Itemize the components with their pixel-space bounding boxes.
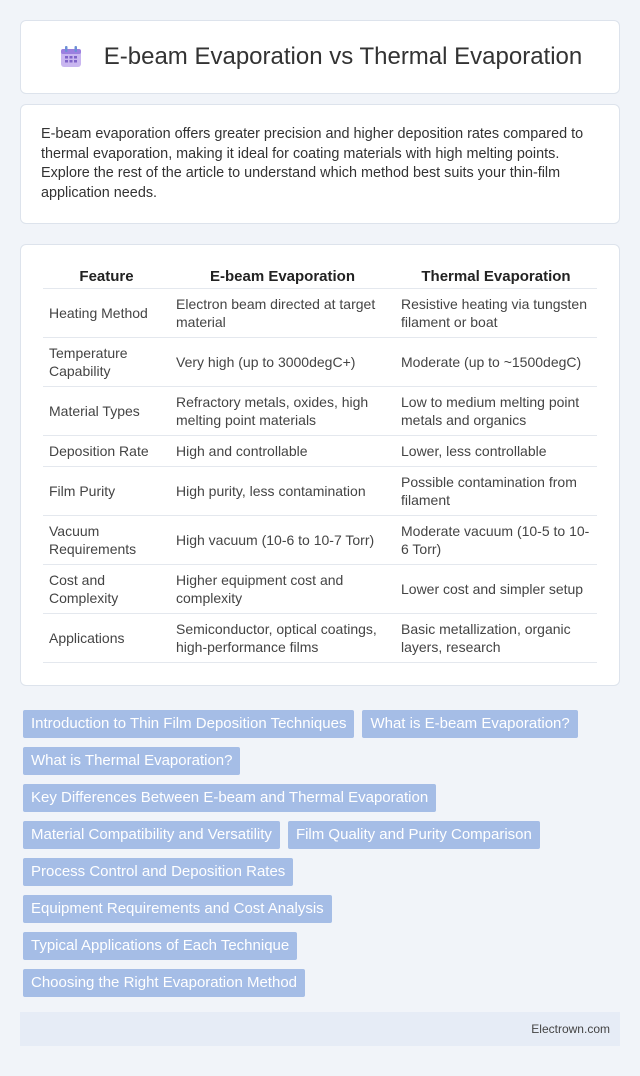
link-film-quality[interactable]: Film Quality and Purity Comparison xyxy=(288,821,540,849)
table-cell: Refractory metals, oxides, high melting point materials xyxy=(170,387,395,436)
table-cell: Resistive heating via tungsten filament or boat xyxy=(395,289,597,338)
table-cell: Vacuum Requirements xyxy=(43,516,170,565)
table-cell: Electron beam directed at target material xyxy=(170,289,395,338)
table-cell: Cost and Complexity xyxy=(43,565,170,614)
calendar-icon xyxy=(58,44,84,70)
table-header-row xyxy=(43,265,597,289)
link-introduction[interactable]: Introduction to Thin Film Deposition Techniques xyxy=(23,710,354,738)
article-links xyxy=(23,710,623,1006)
table-row xyxy=(43,467,597,516)
link-choosing-method[interactable]: Choosing the Right Evaporation Method xyxy=(23,969,305,997)
table-cell: Moderate (up to ~1500degC) xyxy=(395,338,597,387)
table-row xyxy=(43,436,597,467)
table-cell: Low to medium melting point metals and organics xyxy=(395,387,597,436)
table-cell: Applications xyxy=(43,614,170,663)
table-row xyxy=(43,516,597,565)
footer xyxy=(20,1012,620,1046)
intro-card xyxy=(20,104,620,224)
title-card xyxy=(20,20,620,94)
table-cell: Very high (up to 3000degC+) xyxy=(170,338,395,387)
table-cell: Heating Method xyxy=(43,289,170,338)
table-cell: Lower, less controllable xyxy=(395,436,597,467)
table-cell: High purity, less contamination xyxy=(170,467,395,516)
comparison-table xyxy=(43,265,597,663)
header-thermal: Thermal Evaporation xyxy=(395,265,597,289)
table-cell: Basic metallization, organic layers, research xyxy=(395,614,597,663)
table-cell: Deposition Rate xyxy=(43,436,170,467)
header-ebeam: E-beam Evaporation xyxy=(170,265,395,289)
table-cell: Film Purity xyxy=(43,467,170,516)
table-cell: High and controllable xyxy=(170,436,395,467)
comparison-table-card xyxy=(20,244,620,686)
link-process-control[interactable]: Process Control and Deposition Rates xyxy=(23,858,293,886)
table-cell: Possible contamination from filament xyxy=(395,467,597,516)
table-row xyxy=(43,338,597,387)
table-row xyxy=(43,614,597,663)
table-cell: Material Types xyxy=(43,387,170,436)
table-cell: High vacuum (10-6 to 10-7 Torr) xyxy=(170,516,395,565)
intro-paragraph: E-beam evaporation offers greater precision and higher deposition rates compared to thermal evaporation, making it ideal for coating materials with high melting points. Explore the rest of the article to understand which method best suits your thin-film application needs. xyxy=(41,126,584,201)
link-equipment-cost[interactable]: Equipment Requirements and Cost Analysis xyxy=(23,895,332,923)
table-row xyxy=(43,289,597,338)
header-feature: Feature xyxy=(43,265,170,289)
link-what-is-thermal[interactable]: What is Thermal Evaporation? xyxy=(23,747,240,775)
table-cell: Higher equipment cost and complexity xyxy=(170,565,395,614)
page-title: E-beam Evaporation vs Thermal Evaporation xyxy=(103,43,583,70)
table-cell: Moderate vacuum (10-5 to 10-6 Torr) xyxy=(395,516,597,565)
table-row xyxy=(43,565,597,614)
link-typical-applications[interactable]: Typical Applications of Each Technique xyxy=(23,932,297,960)
link-key-differences[interactable]: Key Differences Between E-beam and Thermal Evaporation xyxy=(23,784,436,812)
table-cell: Lower cost and simpler setup xyxy=(395,565,597,614)
table-row xyxy=(43,387,597,436)
footer-site-name: Electrown.com xyxy=(531,1022,610,1036)
table-cell: Semiconductor, optical coatings, high-performance films xyxy=(170,614,395,663)
link-material-compatibility[interactable]: Material Compatibility and Versatility xyxy=(23,821,280,849)
link-what-is-ebeam[interactable]: What is E-beam Evaporation? xyxy=(362,710,577,738)
table-cell: Temperature Capability xyxy=(43,338,170,387)
